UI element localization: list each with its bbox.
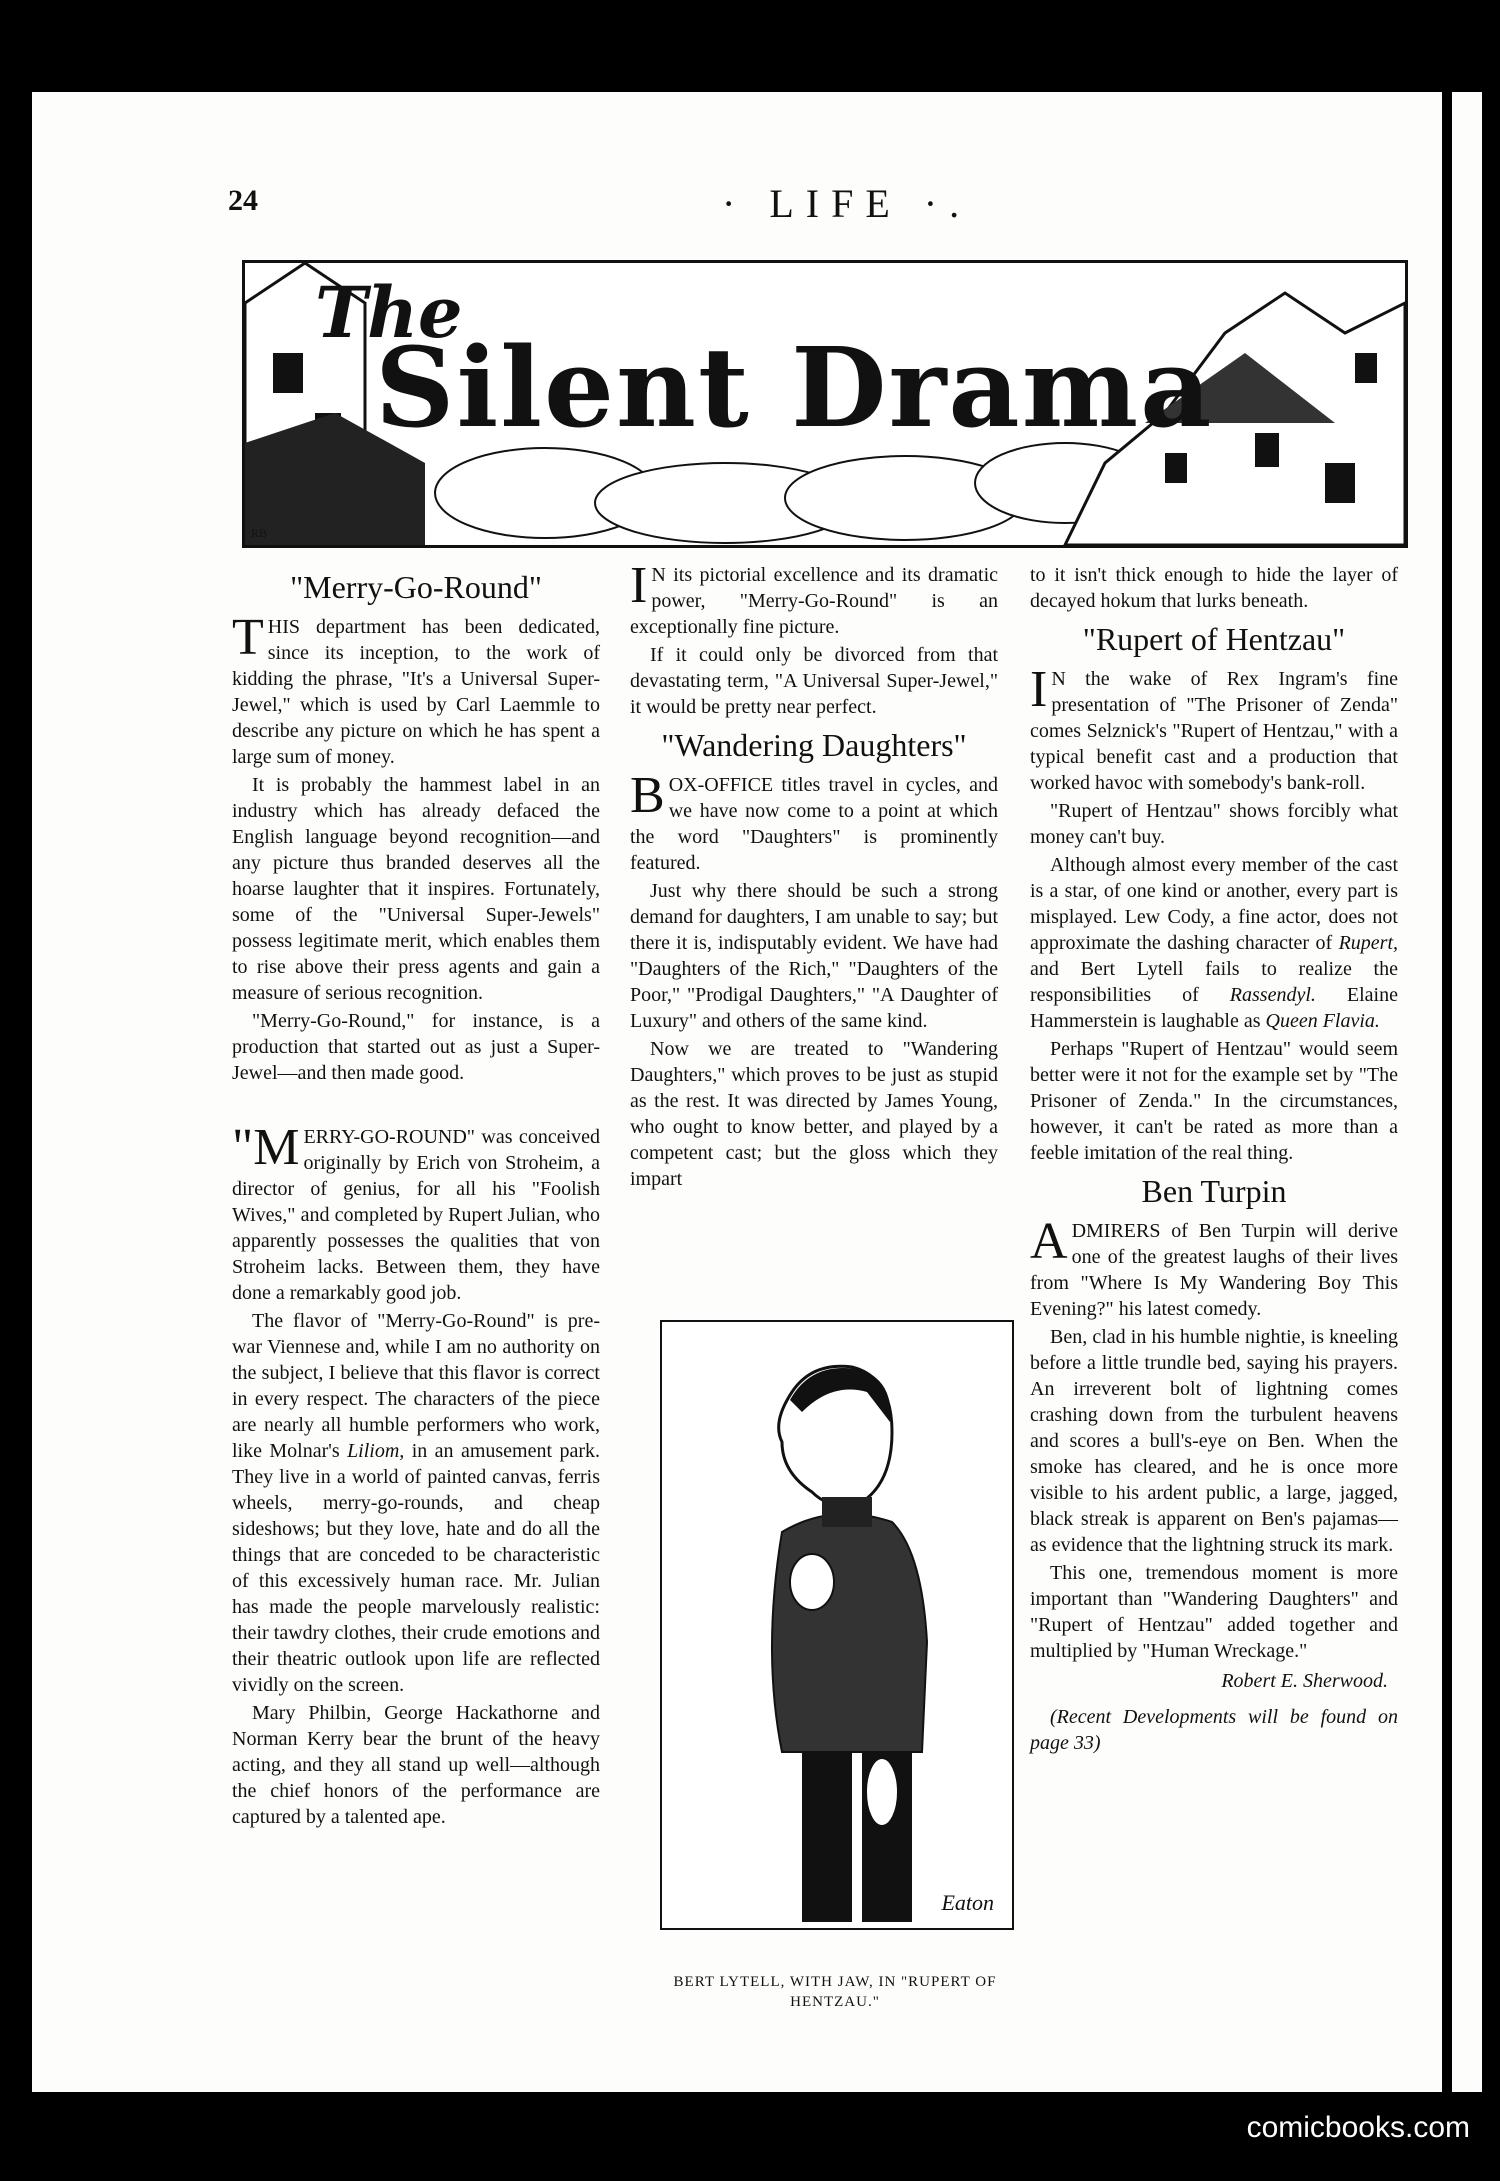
author-signature: Robert E. Sherwood. [1221,1670,1388,1692]
column-2 [630,557,998,1194]
column-3 [1030,562,1398,1758]
magazine-title: · LIFE ·. [722,181,972,226]
review-heading-ben-turpin: Ben Turpin [1141,1173,1287,1209]
paragraph: Now we are treated to "Wandering Daughters," which proves to be just as stupid as the rest. It was directed by James Young, who ought to know better, and played by a competent cast; but the gloss which they impart [630,1038,998,1190]
drop-cap: I [1030,661,1048,718]
paragraph: ADMIRERS of Ben Turpin will derive one of the greatest laughs of their lives from "Where Is My Wandering Boy This Evening?" his latest comedy. [1030,1213,1398,1320]
review-heading-rupert-of-hentzau: "Rupert of Hentzau" [1082,621,1346,657]
paragraph: The flavor of "Merry-Go-Round" is pre-war Viennese and, while I am no authority on the subject, I believe that this flavor is correct in every respect. The characters of the piece are nearly all humble performers who work, like Molnar's Liliom, in an amusement park. They live in a world of painted canvas, ferris wheels, merry-go-rounds, and cheap sideshows; but they love, hate and do all the things that are conceded to be characteristic of this excessively human race. Mr. Julian has made the people marvelously realistic: their tawdry clothes, their crude emotions and their theatric outlook upon life are reflected vividly on the screen. [232,1310,600,1696]
review-heading-merry-go-round: "Merry-Go-Round" [290,569,542,605]
magazine-page [32,92,1442,2092]
banner-artist-mark: RB [251,526,268,540]
paragraph: Just why there should be such a strong demand for daughters, I am unable to say; but there it is, indisputably evident. We have had "Daughters of the Rich," "Daughters of the Poor," "Prodigal Daughters," "A Daughter of Luxury" and others of the same kind. [630,880,998,1032]
drop-cap: A [1030,1213,1068,1270]
caricature-drawing [662,1322,1008,1924]
paragraph: It is probably the hammest label in an industry which has already defaced the English language beyond recognition—and any picture thus branded deserves all the hoarse laughter that it inspires. Fortunately, some of the "Universal Super-Jewels" possess legitimate merit, which enables them to rise above their press agents and gain a measure of serious recognition. [232,774,600,1004]
paragraph: This one, tremendous moment is more important than "Wandering Daughters" and "Rupert of Hentzau" added together and multiplied by "Human Wreckage." [1030,1562,1398,1662]
paragraph: "Rupert of Hentzau" shows forcibly what money can't buy. [1030,800,1398,848]
illustration-artist-signature: Eaton [941,1890,994,1915]
paragraph: Perhaps "Rupert of Hentzau" would seem better were it not for the example set by "The Prisoner of Zenda." In the circumstances, however, it can't be rated as more than a feeble imitation of the real thing. [1030,1038,1398,1164]
banner-title: Silent Drama [375,323,1214,452]
watermark: comicbooks.com [1246,2111,1470,2144]
drop-cap: B [630,767,665,824]
paragraph: Although almost every member of the cast is a star, of one kind or another, every part is misplayed. Lew Cody, a fine actor, does not approximate the dashing character of Rupert, and Bert Lytell fails to realize the responsibilities of Rassendyl. Elaine Hammerstein is laughable as Queen Flavia. [1030,854,1398,1032]
adjacent-page-edge [1452,92,1482,2092]
caricature-illustration [660,1320,1014,1930]
drop-cap: "M [232,1119,300,1176]
paragraph: "Merry-Go-Round," for instance, is a production that started out as just a Super-Jewel—and then made good. [232,1010,600,1084]
column-1 [232,562,600,1832]
section-banner [242,260,1408,548]
paragraph: Mary Philbin, George Hackathorne and Norman Kerry bear the brunt of the heavy acting, and they all stand up well—although the chief honors of the performance are captured by a talented ape. [232,1702,600,1828]
paragraph: BOX-OFFICE titles travel in cycles, and we have now come to a point at which the word "Daughters" is prominently featured. [630,767,998,874]
paragraph: Ben, clad in his humble nightie, is kneeling before a little trundle bed, saying his prayers. An irreverent bolt of lightning comes crashing down from the turbulent heavens and scores a bull's-eye on Ben. When the smoke has cleared, and he is once more visible to his ardent public, a large, jagged, black streak is apparent on Ben's pajamas—as evidence that the lightning struck its mark. [1030,1326,1398,1556]
paragraph: THIS department has been dedicated, since its inception, to the work of kidding the phrase, "It's a Universal Super-Jewel," which is used by Carl Laemmle to describe any picture on which he has spent a large sum of money. [232,609,600,768]
continuation-note: (Recent Developments will be found on page 33) [1030,1706,1398,1754]
drop-cap: T [232,609,264,666]
banner-the: The [315,271,463,354]
illustration-caption: BERT LYTELL, WITH JAW, IN "RUPERT OF HENTZAU." [673,1974,997,2010]
paragraph: If it could only be divorced from that devastating term, "A Universal Super-Jewel," it would be pretty near perfect. [630,644,998,718]
paragraph: I N its pictorial excellence and its dramatic power, "Merry-Go-Round" is an exceptionally fine picture. [630,557,998,638]
paragraph: I N the wake of Rex Ingram's fine presentation of "The Prisoner of Zenda" comes Selznick's "Rupert of Hentzau," with a typical benefit cast and a production that worked havoc with somebody's bank-roll. [1030,661,1398,794]
paragraph: "MERRY-GO-ROUND" was conceived originally by Erich von Stroheim, a director of genius, for all his "Foolish Wives," and completed by Rupert Julian, who apparently possesses the qualities that von Stroheim lacks. Between them, they have done a remarkably good job. [232,1119,600,1304]
drop-cap: I [630,557,648,614]
paragraph: to it isn't thick enough to hide the layer of decayed hokum that lurks beneath. [1030,564,1398,612]
review-heading-wandering-daughters: "Wandering Daughters" [661,727,967,763]
page-number: 24 [228,184,258,217]
